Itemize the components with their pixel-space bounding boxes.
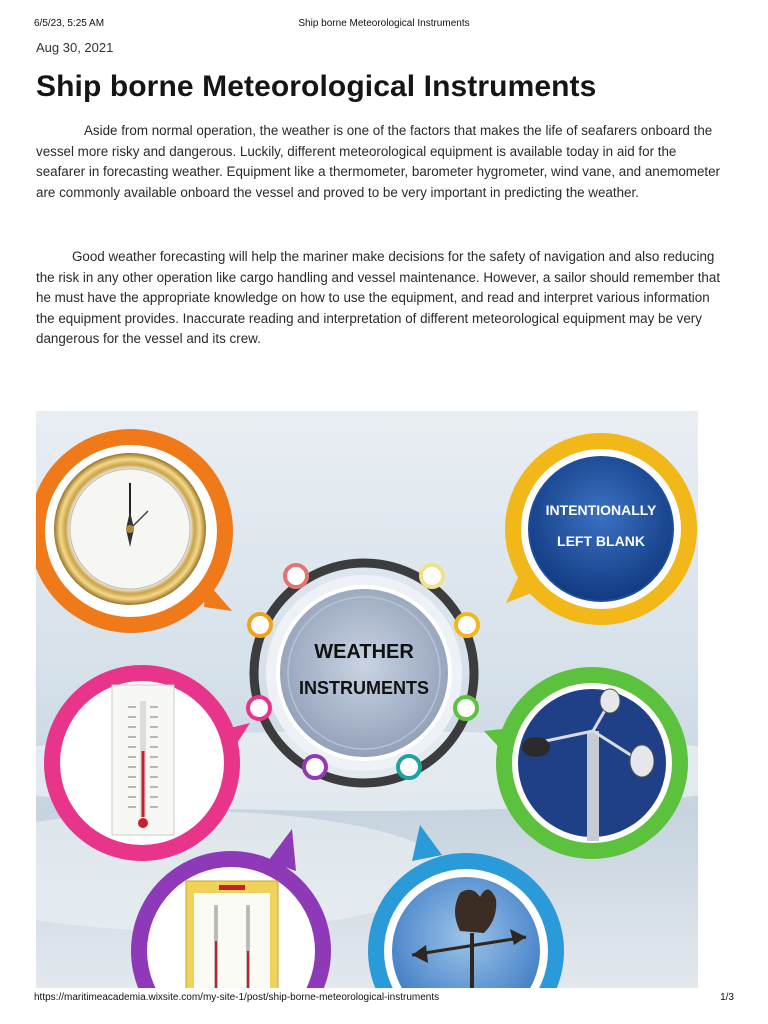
blank-line1: INTENTIONALLY bbox=[545, 502, 657, 518]
paragraph-intro: Aside from normal operation, the weather is one of the factors that makes the life of seafarers onboard the vessel more risky and dangerous. Luckily, different meteorological equipment is available today in aid for the seafarer in forecasting weather. Equipment like a thermometer, barometer hygrometer, wind vane, and anemometer are commonly available onboard the vessel and proved to be very important in predicting the weather. bbox=[36, 123, 721, 200]
weather-instruments-infographic bbox=[36, 411, 698, 988]
page-number: 1/3 bbox=[720, 992, 734, 1003]
print-header bbox=[34, 18, 734, 32]
barometer-bubble bbox=[36, 429, 233, 633]
hub-title-line2: INSTRUMENTS bbox=[299, 678, 429, 698]
blank-line2: LEFT BLANK bbox=[557, 533, 645, 549]
print-footer bbox=[34, 992, 734, 1006]
hub-ring bbox=[254, 563, 474, 783]
post-title: Ship borne Meteorological Instruments bbox=[36, 70, 597, 103]
blank-bubble bbox=[505, 433, 697, 625]
print-doc-title: Ship borne Meteorological Instruments bbox=[298, 18, 470, 29]
paragraph-forecasting: Good weather forecasting will help the mariner make decisions for the safety of navigation and also reducing the risk in any other operation like cargo handling and vessel maintenance. However, a sailor should remember that he must have the appropriate knowledge on how to use the equipment, and read and interpret various information the equipment provides. Inaccurate reading and interpretation of different meteorological equipment may be very dangerous for the vessel and its crew. bbox=[36, 249, 721, 347]
post-date: Aug 30, 2021 bbox=[36, 40, 114, 55]
print-datetime: 6/5/23, 5:25 AM bbox=[34, 18, 105, 29]
hub-title-line1: WEATHER bbox=[314, 641, 414, 663]
page-url: https://maritimeacademia.wixsite.com/my-site-1/post/ship-borne-meteorological-instruments bbox=[34, 992, 440, 1003]
